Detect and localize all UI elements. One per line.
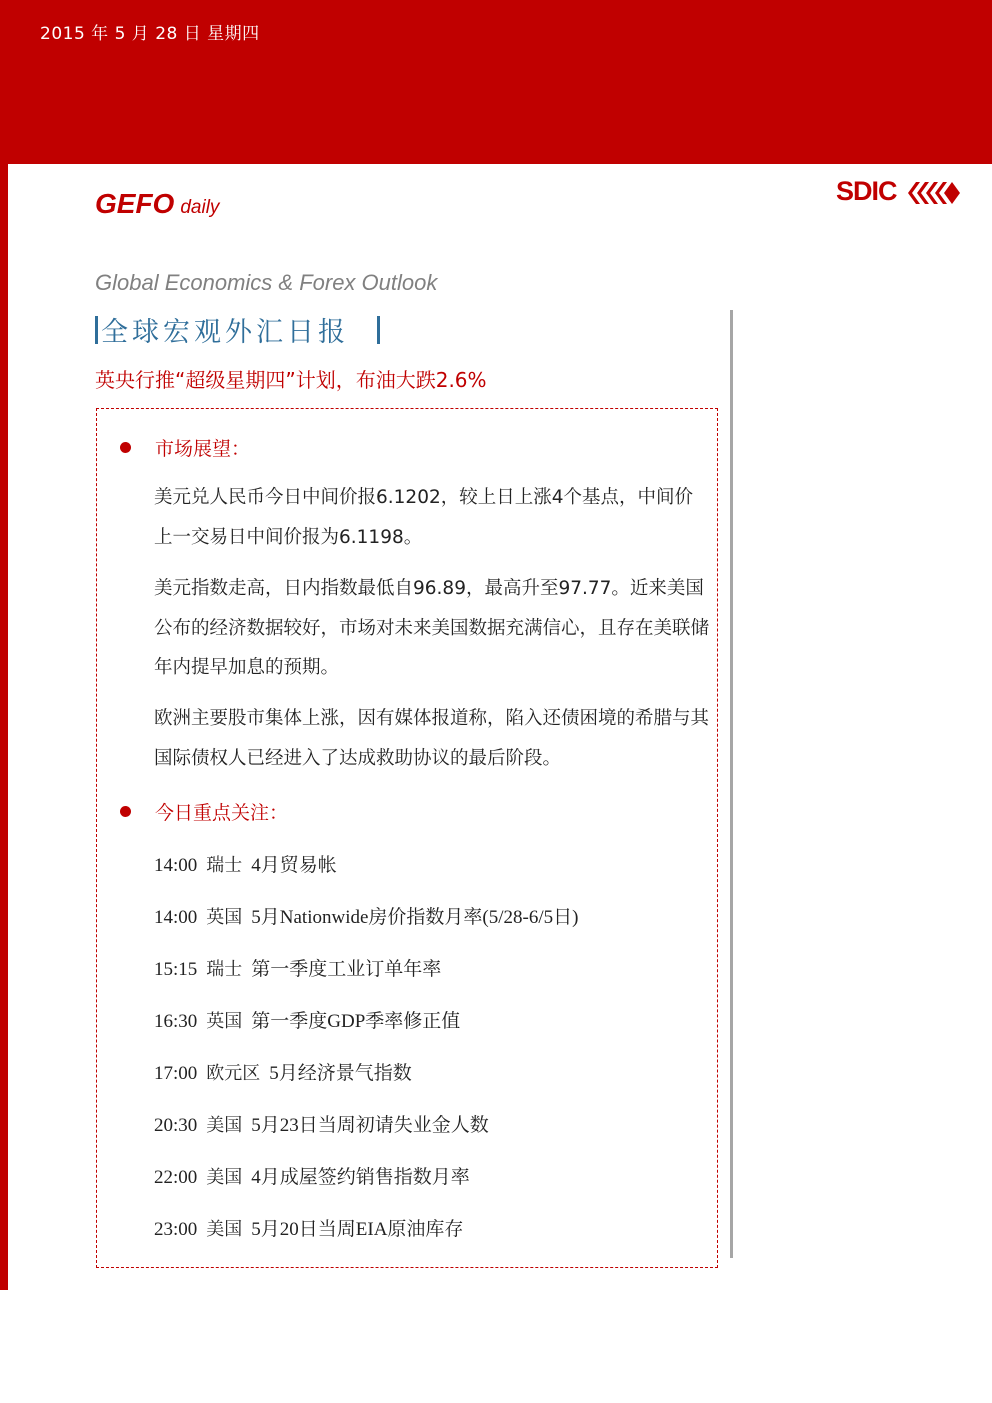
title-bar-left — [95, 316, 98, 344]
event-desc: 5月Nationwide房价指数月率(5/28-6/5日) — [251, 907, 579, 928]
report-title-text: 全球宏观外汇日报 — [101, 317, 349, 348]
outlook-heading: 市场展望： — [155, 438, 251, 460]
event-country: 英国 — [206, 1011, 243, 1032]
report-title — [95, 310, 380, 349]
event-desc: 5月23日当周初请失业金人数 — [251, 1115, 489, 1136]
event-country: 英国 — [206, 907, 243, 928]
brand-main: GEFO — [95, 188, 175, 219]
event-time: 16:30 — [154, 1011, 198, 1032]
left-accent-bar — [0, 164, 8, 1290]
outlook-paragraph: 美元兑人民币今日中间价报6.1202，较上日上涨4个基点，中间价上一交易日中间价报为6.1198。 — [154, 487, 694, 548]
event-row — [154, 1058, 412, 1085]
headline: 英央行推“超级星期四”计划，布油大跌2.6% — [95, 368, 487, 392]
event-desc: 5月经济景气指数 — [269, 1063, 412, 1084]
event-country: 欧元区 — [206, 1063, 261, 1084]
event-row — [154, 1214, 463, 1241]
logo-text: SDIC — [836, 176, 897, 206]
event-time: 20:30 — [154, 1115, 198, 1136]
brand-sub: daily — [180, 197, 220, 218]
title-bar-right — [377, 316, 380, 344]
focus-heading: 今日重点关注： — [155, 802, 289, 824]
logo-diamond-icon — [902, 176, 962, 210]
outlook-paragraph: 欧洲主要股市集体上涨，因有媒体报道称，陷入还债困境的希腊与其国际债权人已经进入了达成救助协议的最后阶段。 — [154, 708, 710, 769]
outlook-paragraph: 美元指数走高，日内指数最低自96.89，最高升至97.77。近来美国公布的经济数据较好，市场对未来美国数据充满信心，且存在美联储年内提早加息的预期。 — [154, 578, 710, 678]
event-row — [154, 1162, 470, 1189]
outlook-heading-row — [120, 434, 250, 461]
subtitle-english: Global Economics & Forex Outlook — [95, 270, 438, 295]
report-date: 2015 年 5 月 28 日 星期四 — [40, 24, 260, 44]
event-time: 14:00 — [154, 855, 198, 876]
event-time: 14:00 — [154, 907, 198, 928]
event-country: 美国 — [206, 1219, 243, 1240]
event-time: 22:00 — [154, 1167, 198, 1188]
event-row — [154, 902, 578, 929]
event-country: 美国 — [206, 1167, 243, 1188]
sdic-logo — [836, 176, 964, 210]
event-country: 瑞士 — [206, 959, 243, 980]
event-row — [154, 1006, 460, 1033]
event-time: 15:15 — [154, 959, 198, 980]
bullet-icon — [120, 442, 131, 453]
bullet-icon — [120, 806, 131, 817]
vertical-divider — [730, 310, 733, 1258]
focus-heading-row — [120, 798, 288, 825]
event-desc: 5月20日当周EIA原油库存 — [251, 1219, 464, 1240]
event-desc: 4月成屋签约销售指数月率 — [251, 1167, 470, 1188]
event-desc: 4月贸易帐 — [251, 855, 337, 876]
event-desc: 第一季度GDP季率修正值 — [251, 1011, 461, 1032]
event-desc: 第一季度工业订单年率 — [251, 959, 442, 980]
event-row — [154, 954, 441, 981]
event-country: 瑞士 — [206, 855, 243, 876]
event-country: 美国 — [206, 1115, 243, 1136]
brand-title — [95, 188, 219, 220]
event-row — [154, 850, 337, 877]
event-time: 23:00 — [154, 1219, 198, 1240]
event-time: 17:00 — [154, 1063, 198, 1084]
event-row — [154, 1110, 489, 1137]
